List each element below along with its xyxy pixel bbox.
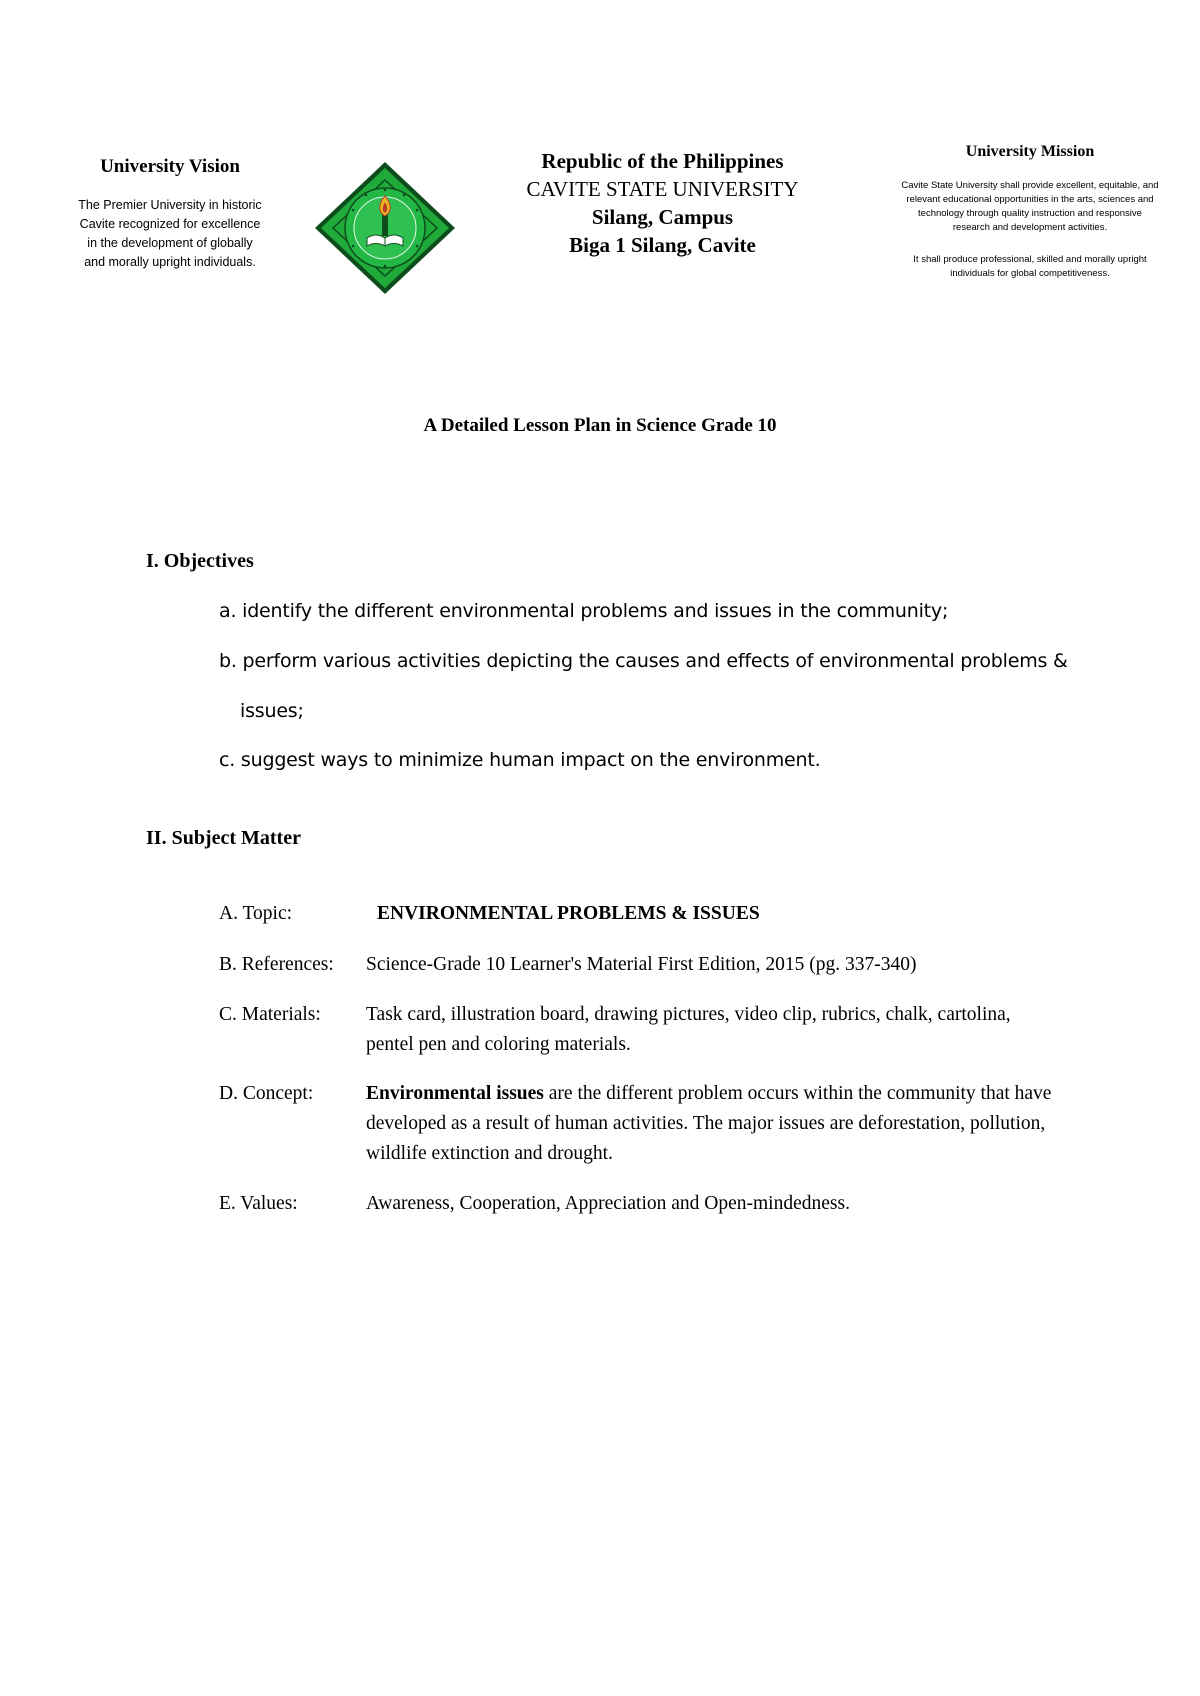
vision-line: The Premier University in historic (78, 198, 262, 212)
university-mission (900, 143, 1160, 281)
mission-paragraph: It shall produce professional, skilled and morally upright individuals for global competitiveness. (913, 254, 1147, 279)
objective-item: c. suggest ways to minimize human impact on the environment. (219, 749, 821, 771)
vision-line: in the development of globally (87, 236, 253, 250)
university-header (450, 147, 875, 259)
vision-text (40, 196, 300, 272)
subject-matter-heading: II. Subject Matter (146, 827, 301, 849)
values-label: E. Values: (219, 1193, 298, 1214)
university-name: CAVITE STATE UNIVERSITY (526, 177, 799, 201)
concept-definition: are the different problem occurs within the community that have developed as a result of human activities. The major issues are deforestation, pollution, wildlife extinction and drought. (366, 1083, 1052, 1164)
concept-term: Environmental issues (366, 1083, 544, 1104)
references-label: B. References: (219, 954, 334, 975)
values-value: Awareness, Cooperation, Appreciation and Open-mindedness. (366, 1193, 850, 1214)
topic-value: ENVIRONMENTAL PROBLEMS & ISSUES (377, 903, 760, 924)
materials-value: Task card, illustration board, drawing pictures, video clip, rubrics, chalk, cartolina, pentel pen and coloring materials. (366, 1004, 1011, 1055)
university-logo (312, 160, 458, 296)
mission-paragraph: Cavite State University shall provide excellent, equitable, and relevant educational opportunities in the arts, sciences and technology through quality instruction and responsive research and development activities. (901, 180, 1159, 233)
concept-value (366, 1079, 1056, 1169)
vision-line: Cavite recognized for excellence (79, 217, 261, 231)
university-vision (40, 156, 300, 272)
references-value: Science-Grade 10 Learner's Material First Edition, 2015 (pg. 337-340) (366, 954, 917, 975)
objective-item: a. identify the different environmental problems and issues in the community; (219, 600, 949, 622)
objectives-heading: I. Objectives (146, 550, 254, 572)
vision-title: University Vision (100, 156, 240, 177)
vision-line: and morally upright individuals. (84, 255, 256, 269)
objective-item-continuation: issues; (240, 700, 304, 722)
mission-title: University Mission (965, 143, 1095, 160)
cvsu-seal-icon (312, 160, 458, 296)
materials-label: C. Materials: (219, 1004, 321, 1025)
concept-label: D. Concept: (219, 1083, 314, 1104)
campus-name: Silang, Campus (591, 205, 734, 229)
topic-label: A. Topic: (219, 903, 293, 924)
campus-address: Biga 1 Silang, Cavite (569, 233, 756, 257)
lesson-plan-title: A Detailed Lesson Plan in Science Grade 10 (423, 415, 777, 436)
objective-item: b. perform various activities depicting the causes and effects of environmental problems & (219, 650, 1068, 672)
republic-line: Republic of the Philippines (541, 149, 784, 173)
